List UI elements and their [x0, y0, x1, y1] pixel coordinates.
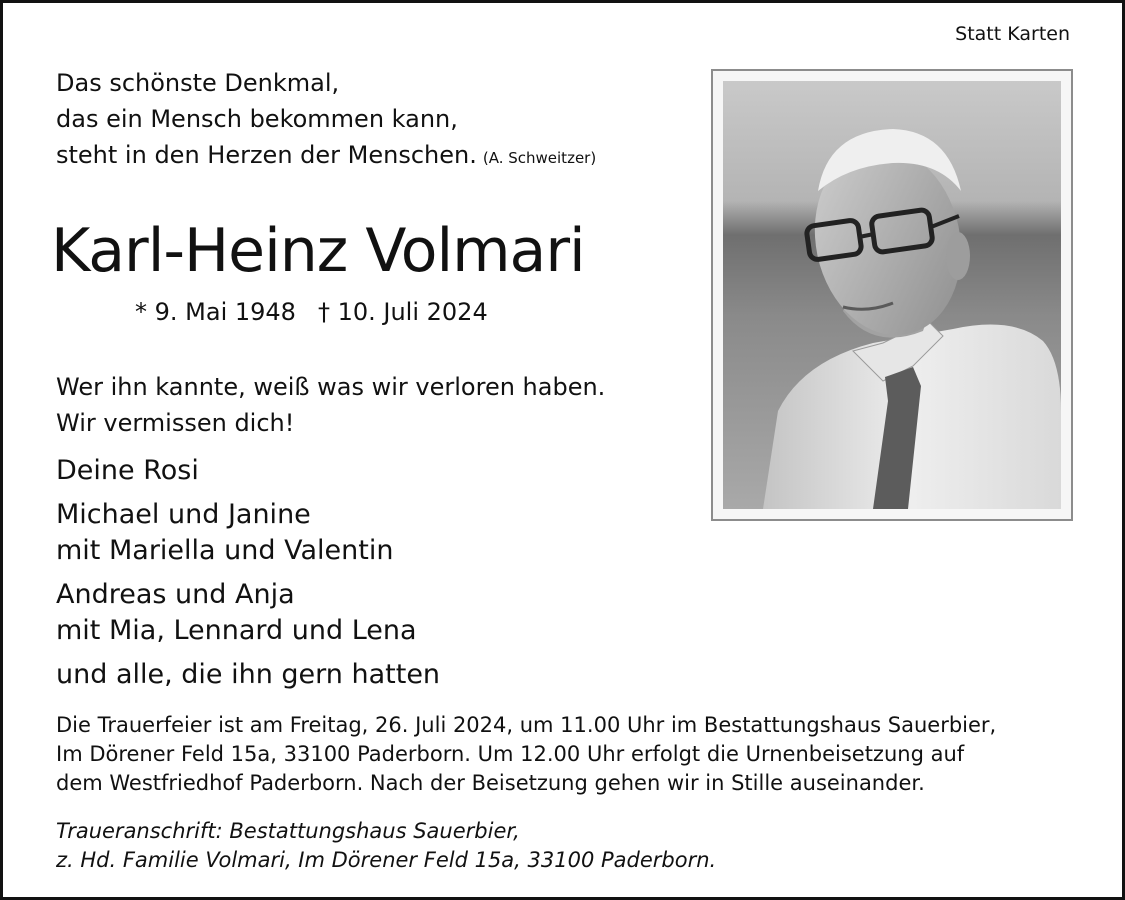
quote-author: (A. Schweitzer): [482, 149, 597, 167]
quote-line-last: [56, 137, 596, 176]
family-line: und alle, die ihn gern hatten: [56, 659, 441, 690]
address-line: z. Hd. Familie Volmari, Im Dörener Feld 15a, 33100 Paderborn.: [56, 848, 717, 872]
ceremony-line: Im Dörener Feld 15a, 33100 Paderborn. Um 12.00 Uhr erfolgt die Urnenbeisetzung auf: [56, 742, 965, 766]
message-line: Wer ihn kannte, weiß was wir verloren haben.: [56, 373, 606, 401]
ceremony-info: [56, 711, 996, 798]
portrait-photo-frame: [711, 69, 1073, 521]
family-group: [56, 453, 440, 489]
family-group: [56, 497, 440, 569]
mourning-address: [56, 817, 716, 875]
quote-block: [56, 65, 596, 176]
family-line: Michael und Janine: [56, 499, 311, 530]
quote-text: steht in den Herzen der Menschen.: [56, 141, 477, 169]
message-block: [56, 369, 605, 441]
quote-line: Das schönste Denkmal,: [56, 69, 340, 97]
death-date: † 10. Juli 2024: [317, 298, 488, 326]
ceremony-line: dem Westfriedhof Paderborn. Nach der Beisetzung gehen wir in Stille auseinander.: [56, 771, 925, 795]
family-line: Andreas und Anja: [56, 579, 295, 610]
deceased-name: Karl-Heinz Volmari: [51, 216, 585, 286]
family-line: mit Mia, Lennard und Lena: [56, 615, 417, 646]
family-group: [56, 577, 440, 649]
family-line: mit Mariella und Valentin: [56, 535, 394, 566]
portrait-photo: [723, 81, 1061, 509]
address-line: Traueranschrift: Bestattungshaus Sauerbier,: [56, 819, 520, 843]
life-dates: [135, 298, 488, 326]
birth-date: * 9. Mai 1948: [135, 298, 296, 326]
statt-karten-label: Statt Karten: [955, 23, 1070, 45]
family-line: Deine Rosi: [56, 455, 199, 486]
family-signatures: [56, 453, 440, 701]
ceremony-line: Die Trauerfeier ist am Freitag, 26. Juli 2024, um 11.00 Uhr im Bestattungshaus Sauerbier,: [56, 713, 997, 737]
quote-line: das ein Mensch bekommen kann,: [56, 105, 458, 133]
family-group: [56, 657, 440, 693]
message-line: Wir vermissen dich!: [56, 409, 295, 437]
